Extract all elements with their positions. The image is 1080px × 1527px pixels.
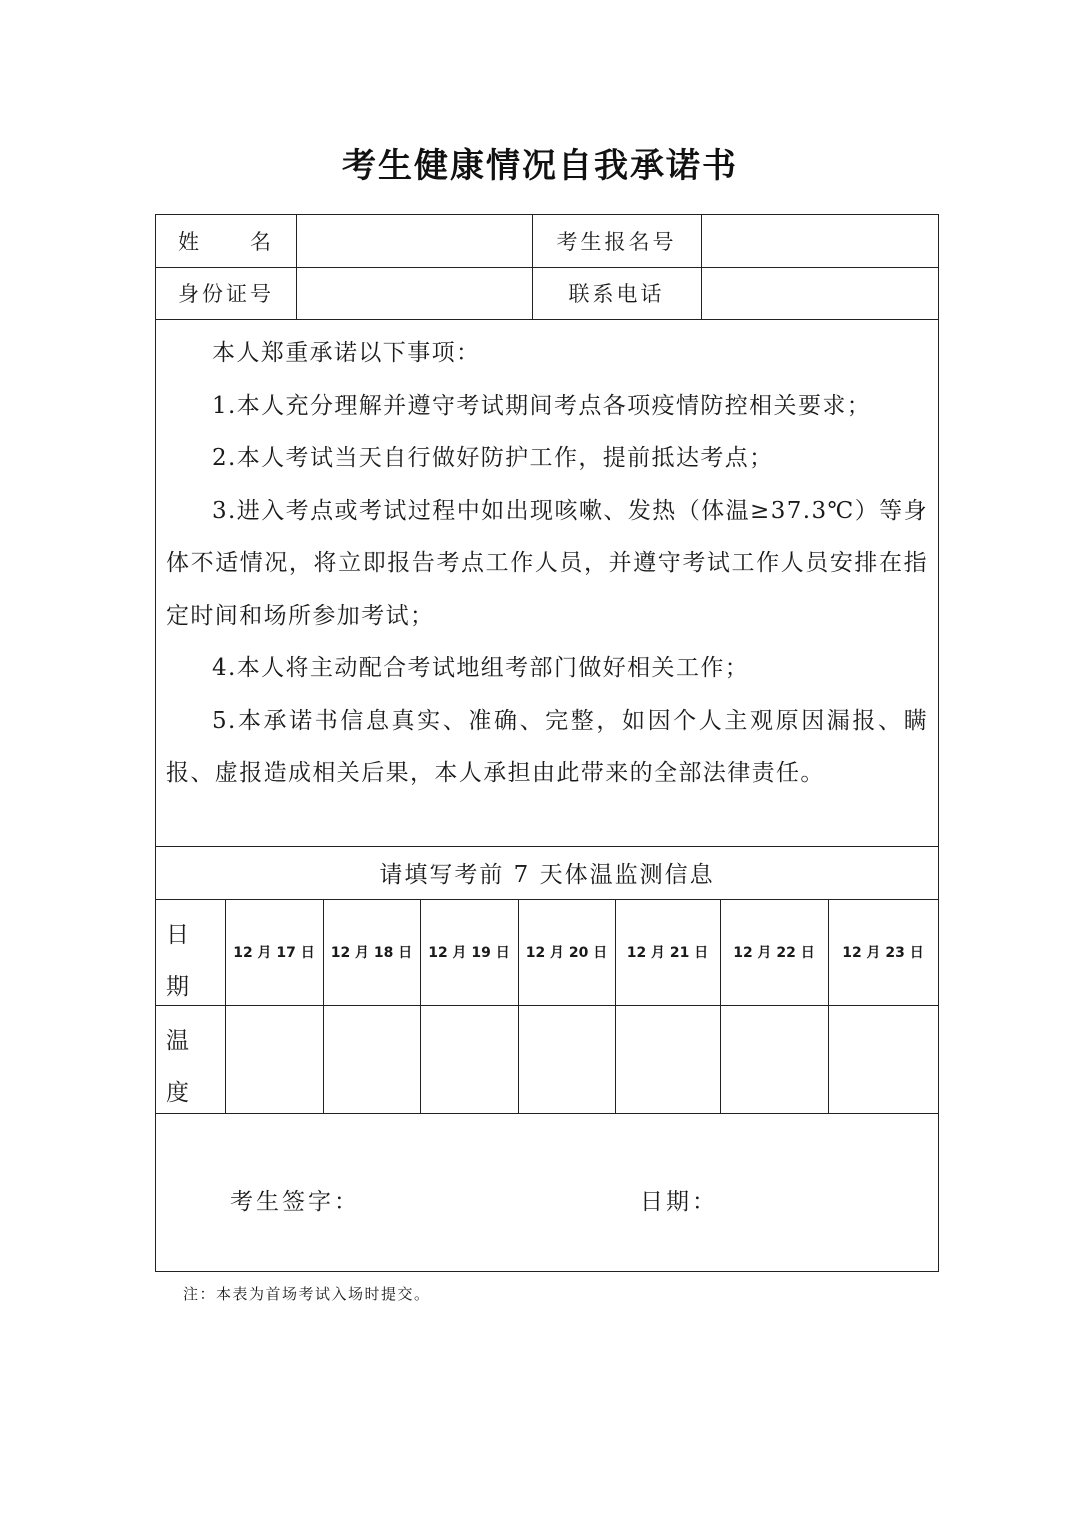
pledge-item: 3.进入考点或考试过程中如出现咳嗽、发热（体温≥37.3℃）等身体不适情况，将立即报告考点工作人员，并遵守考试工作人员安排在指定时间和场所参加考试； bbox=[166, 497, 928, 629]
temperature-field[interactable] bbox=[421, 1005, 518, 1113]
temperature-field[interactable] bbox=[829, 1005, 938, 1113]
date-cell: 12 月 22 日 bbox=[733, 945, 815, 961]
signature-field[interactable] bbox=[356, 1170, 616, 1220]
pledge-text bbox=[166, 327, 928, 800]
commitment-form bbox=[155, 214, 939, 1272]
temperature-field[interactable] bbox=[226, 1005, 323, 1113]
date-label-char: 期 bbox=[166, 974, 189, 1000]
row-divider bbox=[156, 319, 938, 320]
date-cell: 12 月 21 日 bbox=[626, 945, 709, 961]
temp-label-char: 度 bbox=[166, 1080, 189, 1106]
pledge-item: 5.本承诺书信息真实、准确、完整，如因个人主观原因漏报、瞒报、虚报造成相关后果，本人承担由此带来的全部法律责任。 bbox=[166, 707, 928, 786]
date-cell: 12 月 20 日 bbox=[525, 945, 608, 961]
date-cell: 12 月 18 日 bbox=[330, 945, 413, 961]
temp-label-char: 温 bbox=[166, 1028, 189, 1054]
phone-label: 联系电话 bbox=[568, 282, 665, 306]
pledge-intro: 本人郑重承诺以下事项： bbox=[212, 340, 481, 366]
sign-date-field[interactable] bbox=[716, 1170, 916, 1220]
sign-date-label: 日期： bbox=[640, 1189, 718, 1215]
date-label-char: 日 bbox=[166, 922, 189, 948]
date-cell: 12 月 23 日 bbox=[842, 945, 924, 961]
footnote: 注：本表为首场考试入场时提交。 bbox=[183, 1285, 431, 1303]
pledge-item: 4.本人将主动配合考试地组考部门做好相关工作； bbox=[212, 655, 750, 681]
temperature-heading: 请填写考前 7 天体温监测信息 bbox=[379, 862, 715, 888]
date-row-label bbox=[166, 909, 206, 1013]
document-title: 考生健康情况自我承诺书 bbox=[342, 146, 738, 186]
temperature-field[interactable] bbox=[721, 1005, 828, 1113]
pledge-item: 1.本人充分理解并遵守考试期间考点各项疫情防控相关要求； bbox=[212, 392, 872, 419]
signature-label: 考生签字： bbox=[230, 1189, 360, 1215]
temperature-row-label bbox=[166, 1015, 206, 1119]
name-field[interactable] bbox=[297, 216, 531, 266]
registration-number-field[interactable] bbox=[702, 216, 938, 266]
temperature-field[interactable] bbox=[616, 1005, 720, 1113]
date-cell: 12 月 19 日 bbox=[428, 945, 510, 961]
id-number-label: 身份证号 bbox=[178, 282, 274, 306]
row-divider bbox=[156, 1113, 938, 1114]
id-number-field[interactable] bbox=[297, 268, 531, 318]
pledge-item: 2.本人考试当天自行做好防护工作，提前抵达考点； bbox=[212, 445, 774, 471]
temperature-field[interactable] bbox=[324, 1005, 420, 1113]
registration-number-label: 考生报名号 bbox=[556, 230, 677, 254]
name-label: 姓 名 bbox=[178, 230, 274, 254]
date-cell: 12 月 17 日 bbox=[233, 945, 315, 961]
temperature-field[interactable] bbox=[519, 1005, 615, 1113]
phone-field[interactable] bbox=[702, 268, 938, 318]
